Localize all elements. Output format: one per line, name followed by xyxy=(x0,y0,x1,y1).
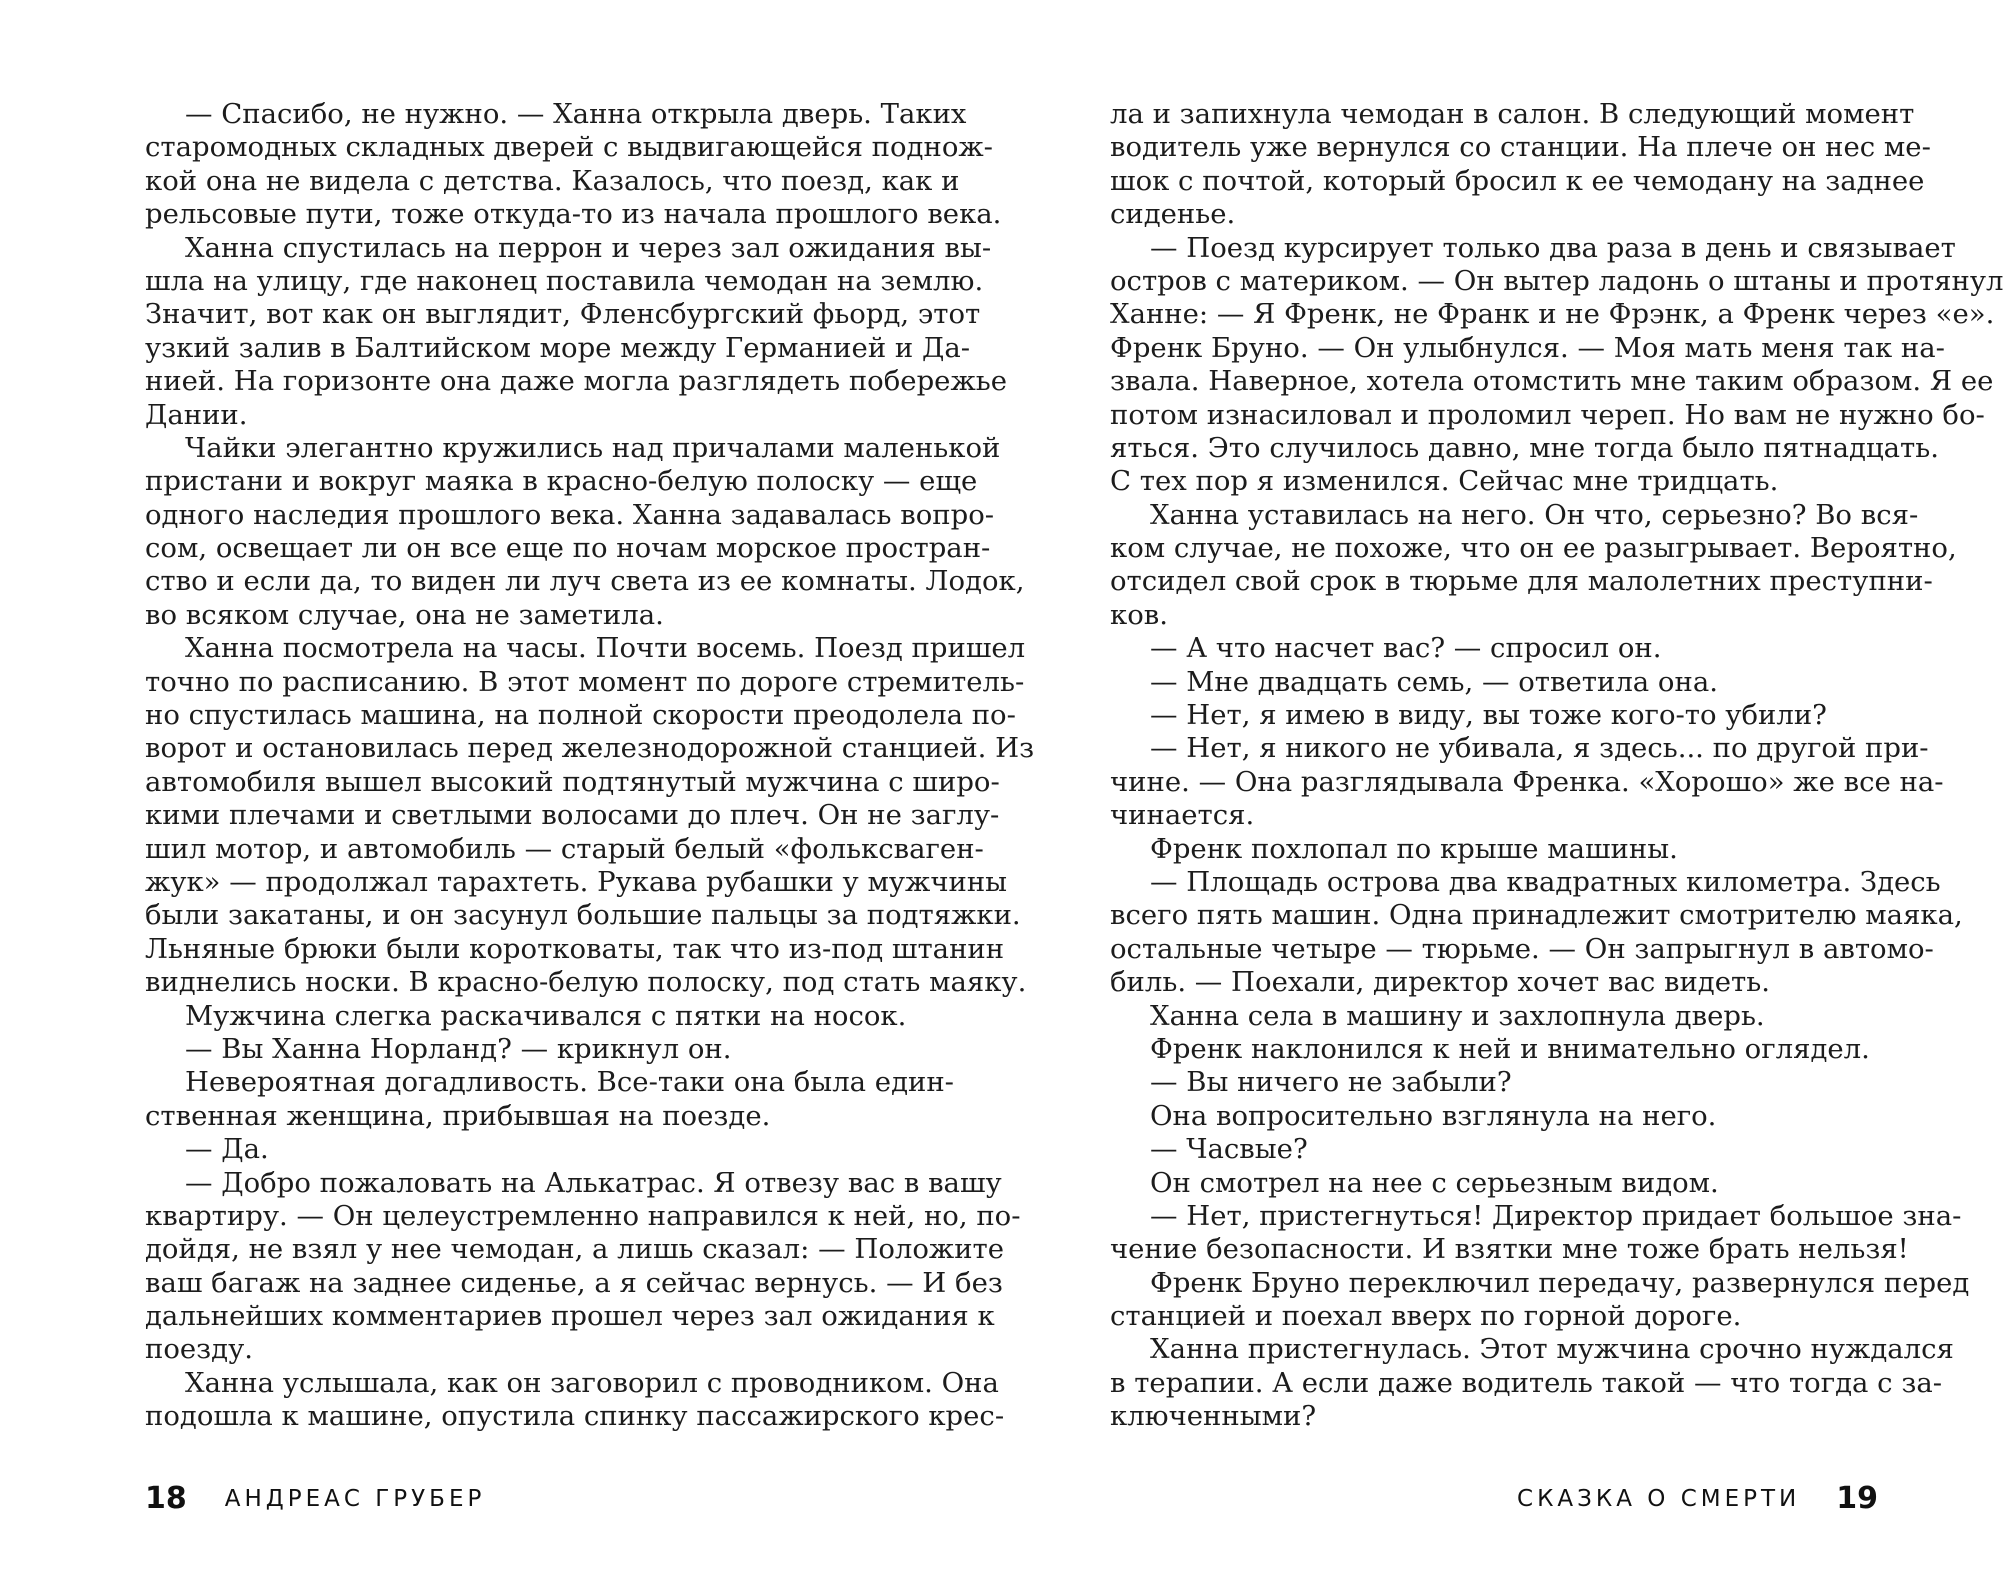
text-line: Ханна пристегнулась. Этот мужчина срочно нуждался xyxy=(1150,1333,1954,1366)
text-line: жук» — продолжал тарахтеть. Рукава рубашки у мужчины xyxy=(145,865,1008,898)
text-line: станцией и поехал вверх по горной дороге. xyxy=(1110,1300,1742,1333)
text-line: дойдя, не взял у нее чемодан, а лишь сказал: — Положите xyxy=(145,1233,1005,1266)
text-line: чинается. xyxy=(1110,799,1255,832)
text-line: были закатаны, и он засунул большие пальцы за подтяжки. xyxy=(145,899,1021,932)
text-line: чине. — Она разглядывала Френка. «Хорошо» же все на- xyxy=(1110,765,1944,798)
page-number-right: 19 xyxy=(1836,1481,1878,1516)
right-page-text xyxy=(1110,98,2004,1434)
text-line: Френк Бруно переключил передачу, развернулся перед xyxy=(1150,1266,1970,1299)
text-line: виднелись носки. В красно-белую полоску, под стать маяку. xyxy=(145,966,1027,999)
text-line: шок с почтой, который бросил к ее чемодану на заднее xyxy=(1110,164,1925,197)
text-line: рельсовые пути, тоже откуда-то из начала прошлого века. xyxy=(145,198,1002,231)
text-line: яться. Это случилось давно, мне тогда было пятнадцать. xyxy=(1110,431,1939,464)
text-line: Ханна спустилась на перрон и через зал ожидания вы- xyxy=(185,231,992,264)
text-line: узкий залив в Балтийском море между Германией и Да- xyxy=(145,331,970,364)
text-line: во всяком случае, она не заметила. xyxy=(145,598,664,631)
text-line: Френк Бруно. — Он улыбнулся. — Моя мать меня так на- xyxy=(1110,331,1945,364)
text-line: Чайки элегантно кружились над причалами маленькой xyxy=(185,431,1001,464)
text-line: ков. xyxy=(1110,598,1168,631)
running-head-author: АНДРЕАС ГРУБЕР xyxy=(224,1486,486,1512)
text-line: Невероятная догадливость. Все-таки она была един- xyxy=(185,1066,954,1099)
left-page-footer xyxy=(145,1477,485,1521)
text-line: С тех пор я изменился. Сейчас мне тридцать. xyxy=(1110,465,1779,498)
text-line: звала. Наверное, хотела отомстить мне таким образом. Я ее xyxy=(1110,365,1994,398)
text-line: — Вы Ханна Норланд? — крикнул он. xyxy=(185,1032,732,1065)
text-line: ваш багаж на заднее сиденье, а я сейчас вернусь. — И без xyxy=(145,1266,1003,1299)
text-line: в терапии. А если даже водитель такой — что тогда с за- xyxy=(1110,1366,1943,1399)
text-line: остальные четыре — тюрьме. — Он запрыгнул в автомо- xyxy=(1110,932,1934,965)
text-line: Ханна посмотрела на часы. Почти восемь. Поезд пришел xyxy=(185,632,1026,665)
text-line: дальнейших комментариев прошел через зал ожидания к xyxy=(145,1300,995,1333)
text-line: — Да. xyxy=(185,1133,269,1166)
text-line: Френк похлопал по крыше машины. xyxy=(1150,832,1678,865)
text-line: квартиру. — Он целеустремленно направился к ней, но, по- xyxy=(145,1199,1021,1232)
text-line: Льняные брюки были коротковаты, так что из-под штанин xyxy=(145,932,1005,965)
text-line: — А что насчет вас? — спросил он. xyxy=(1150,632,1662,665)
text-line: ворот и остановилась перед железнодорожной станцией. Из xyxy=(145,732,1035,765)
text-line: Френк наклонился к ней и внимательно оглядел. xyxy=(1150,1032,1870,1065)
text-line: — Нет, я никого не убивала, я здесь... по другой при- xyxy=(1150,732,1929,765)
text-line: Мужчина слегка раскачивался с пятки на носок. xyxy=(185,999,907,1032)
running-head-title: СКАЗКА О СМЕРТИ xyxy=(1517,1486,1801,1512)
text-line: — Нет, я имею в виду, вы тоже кого-то убили? xyxy=(1150,699,1827,732)
page-number-left: 18 xyxy=(145,1481,187,1516)
text-line: нией. На горизонте она даже могла разглядеть побережье xyxy=(145,365,1007,398)
text-line: Ханне: — Я Френк, не Франк и не Фрэнк, а Френк через «е». xyxy=(1110,298,1995,331)
text-line: Она вопросительно взглянула на него. xyxy=(1150,1099,1717,1132)
text-line: сиденье. xyxy=(1110,198,1236,231)
text-line: — Вы ничего не забыли? xyxy=(1150,1066,1512,1099)
text-line: Ханна услышала, как он заговорил с проводником. Она xyxy=(185,1366,999,1399)
text-line: — Добро пожаловать на Алькатрас. Я отвезу вас в вашу xyxy=(185,1166,1002,1199)
text-line: — Площадь острова два квадратных километра. Здесь xyxy=(1150,865,1941,898)
text-line: ство и если да, то виден ли луч света из ее комнаты. Лодок, xyxy=(145,565,1025,598)
text-line: Значит, вот как он выглядит, Фленсбургский фьорд, этот xyxy=(145,298,981,331)
text-line: ком случае, не похоже, что он ее разыгрывает. Вероятно, xyxy=(1110,532,1957,565)
text-line: поезду. xyxy=(145,1333,254,1366)
left-page-text xyxy=(145,98,1035,1434)
text-line: потом изнасиловал и проломил череп. Но вам не нужно бо- xyxy=(1110,398,1985,431)
text-line: подошла к машине, опустила спинку пассажирского крес- xyxy=(145,1400,1005,1433)
text-line: водитель уже вернулся со станции. На плече он нес ме- xyxy=(1110,131,1931,164)
text-line: биль. — Поехали, директор хочет вас видеть. xyxy=(1110,966,1770,999)
text-line: остров с материком. — Он вытер ладонь о штаны и протянул xyxy=(1110,264,2004,297)
text-line: — Спасибо, не нужно. — Ханна открыла дверь. Таких xyxy=(185,98,967,130)
text-line: отсидел свой срок в тюрьме для малолетних преступни- xyxy=(1110,565,1933,598)
text-line: шил мотор, и автомобиль — старый белый «фольксваген- xyxy=(145,832,984,865)
text-line: автомобиля вышел высокий подтянутый мужчина с широ- xyxy=(145,765,1000,798)
text-line: — Нет, пристегнуться! Директор придает большое зна- xyxy=(1150,1199,1962,1232)
text-line: Ханна уставилась на него. Он что, серьезно? Во вся- xyxy=(1150,498,1919,531)
text-line: сом, освещает ли он все еще по ночам морское простран- xyxy=(145,532,991,565)
text-line: Он смотрел на нее с серьезным видом. xyxy=(1150,1166,1719,1199)
text-line: — Часвые? xyxy=(1150,1133,1308,1166)
text-line: ла и запихнула чемодан в салон. В следующий момент xyxy=(1110,98,1915,130)
text-line: — Мне двадцать семь, — ответила она. xyxy=(1150,665,1718,698)
text-line: всего пять машин. Одна принадлежит смотрителю маяка, xyxy=(1110,899,1963,932)
text-line: чение безопасности. И взятки мне тоже брать нельзя! xyxy=(1110,1233,1909,1266)
right-page-footer xyxy=(1517,1477,1878,1521)
text-line: шла на улицу, где наконец поставила чемодан на землю. xyxy=(145,264,984,297)
text-line: Ханна села в машину и захлопнула дверь. xyxy=(1150,999,1765,1032)
text-line: Дании. xyxy=(145,398,248,431)
text-line: но спустилась машина, на полной скорости преодолела по- xyxy=(145,699,1016,732)
text-line: точно по расписанию. В этот момент по дороге стремитель- xyxy=(145,665,1025,698)
text-line: одного наследия прошлого века. Ханна задавалась вопро- xyxy=(145,498,995,531)
text-line: — Поезд курсирует только два раза в день и связывает xyxy=(1150,231,1956,264)
text-line: кими плечами и светлыми волосами до плеч. Он не заглу- xyxy=(145,799,1000,832)
text-line: ственная женщина, прибывшая на поезде. xyxy=(145,1099,771,1132)
text-line: кой она не видела с детства. Казалось, что поезд, как и xyxy=(145,164,960,197)
text-line: пристани и вокруг маяка в красно-белую полоску — еще xyxy=(145,465,978,498)
text-line: старомодных складных дверей с выдвигающейся поднож- xyxy=(145,131,993,164)
text-line: ключенными? xyxy=(1110,1400,1317,1433)
